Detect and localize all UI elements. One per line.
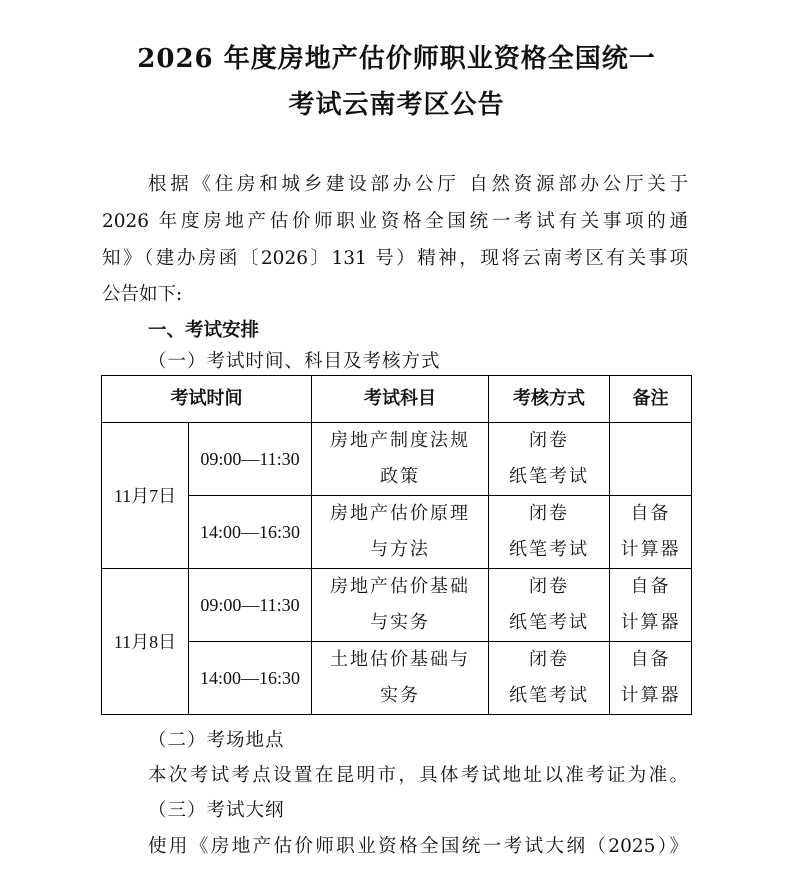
subsection-heading-venue: （二）考场地点	[148, 730, 285, 751]
intro-line-2: 2026 年度房地产估价师职业资格全国统一考试有关事项的通	[102, 211, 688, 232]
header-exam-time: 考试时间	[102, 376, 312, 423]
intro-line-1: 根据《住房和城乡建设部办公厅 自然资源部办公厅关于	[148, 174, 688, 195]
header-exam-subject: 考试科目	[312, 376, 489, 423]
exam-subject: 土地估价基础与 实务	[312, 642, 489, 715]
table-row	[102, 423, 692, 496]
document-title-line-1: 2026 年度房地产估价师职业资格全国统一	[137, 44, 656, 74]
header-note: 备注	[610, 376, 692, 423]
exam-method: 闭卷 纸笔考试	[489, 642, 610, 715]
exam-method: 闭卷 纸笔考试	[489, 423, 610, 496]
exam-note: 自备 计算器	[610, 496, 692, 569]
exam-method: 闭卷 纸笔考试	[489, 569, 610, 642]
exam-note	[610, 423, 692, 496]
table-header-row	[102, 376, 692, 423]
intro-line-3: 知》（建办房函〔2026〕131 号）精神，现将云南考区有关事项	[102, 248, 688, 269]
header-exam-method: 考核方式	[489, 376, 610, 423]
exam-time: 14:00—16:30	[189, 642, 312, 715]
syllabus-text: 使用《房地产估价师职业资格全国统一考试大纲（2025）》	[148, 836, 688, 857]
exam-time: 14:00—16:30	[189, 496, 312, 569]
exam-date: 11月7日	[102, 423, 189, 569]
venue-text: 本次考试考点设置在昆明市，具体考试地址以准考证为准。	[148, 765, 688, 786]
exam-method: 闭卷 纸笔考试	[489, 496, 610, 569]
exam-schedule-table	[101, 375, 692, 715]
table-row	[102, 642, 692, 715]
exam-time: 09:00—11:30	[189, 569, 312, 642]
subsection-heading-syllabus: （三）考试大纲	[148, 800, 285, 821]
exam-subject: 房地产估价基础 与实务	[312, 569, 489, 642]
table-row	[102, 496, 692, 569]
exam-note: 自备 计算器	[610, 569, 692, 642]
section-heading-arrangement: 一、考试安排	[148, 320, 260, 341]
exam-subject: 房地产制度法规 政策	[312, 423, 489, 496]
exam-subject: 房地产估价原理 与方法	[312, 496, 489, 569]
table-row	[102, 569, 692, 642]
subsection-heading-time: （一）考试时间、科目及考核方式	[148, 351, 441, 372]
document-title-line-2: 考试云南考区公告	[288, 90, 505, 120]
exam-date: 11月8日	[102, 569, 189, 715]
exam-time: 09:00—11:30	[189, 423, 312, 496]
intro-line-4: 公告如下:	[102, 284, 183, 305]
exam-note: 自备 计算器	[610, 642, 692, 715]
